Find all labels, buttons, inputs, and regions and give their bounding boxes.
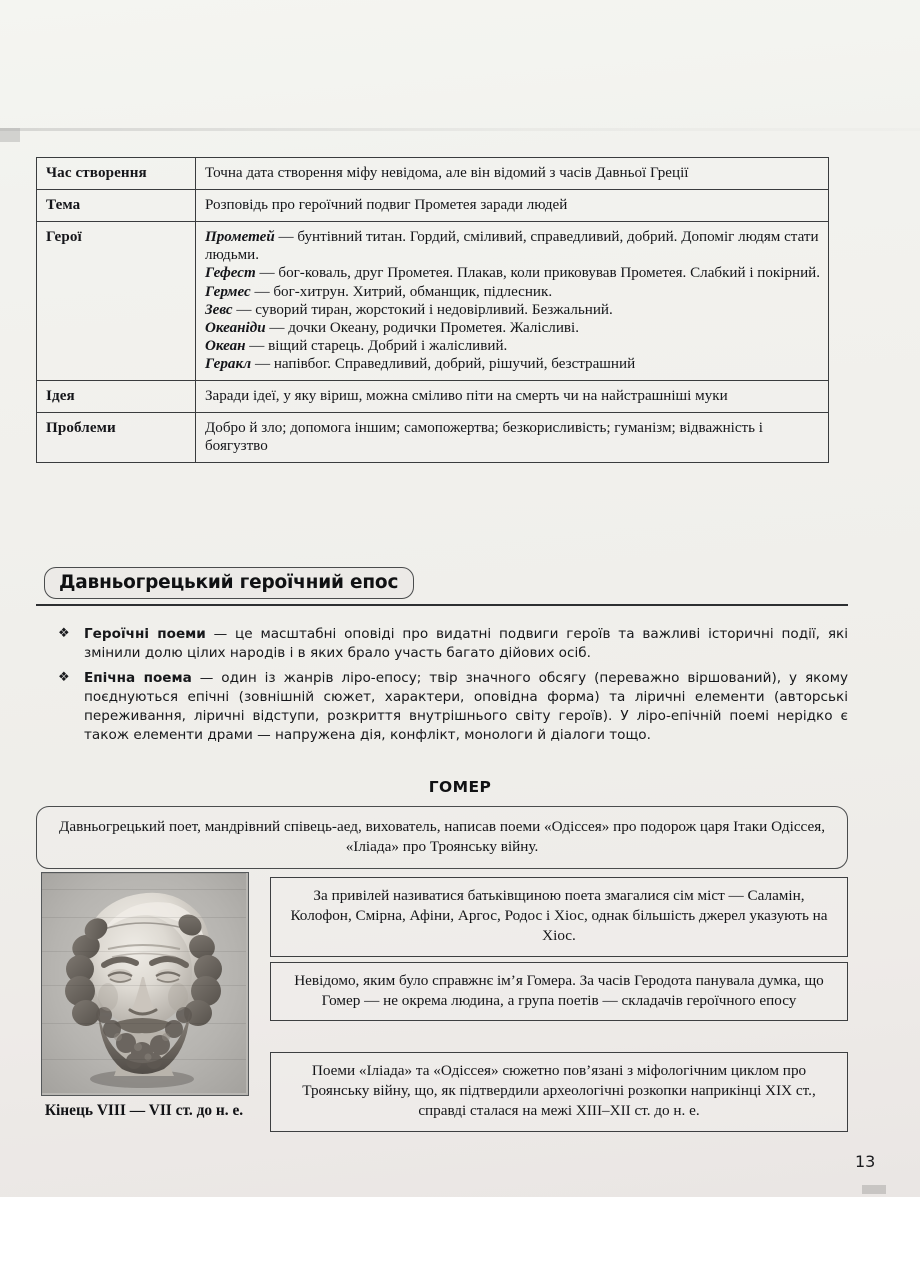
table-row <box>37 158 829 190</box>
hero-entry <box>205 319 820 337</box>
paper-smudge <box>862 1185 886 1194</box>
paper-bleed-mark <box>0 128 20 142</box>
hero-desc: — віщий старець. Добрий і жалісливий. <box>245 337 508 354</box>
section-heading-group <box>36 567 848 607</box>
term-label: Епічна поема <box>84 669 192 686</box>
hero-entry <box>205 337 820 355</box>
row-label-idea: Ідея <box>37 381 196 413</box>
row-value-heroes <box>196 222 829 381</box>
hero-name: Геракл <box>205 355 252 372</box>
term-definition: — один із жанрів ліро-епосу; твір значного обсягу (переважно віршований), у якому поєднуються епічні (зовнішній сюжет, характери, оповідна форма) та ліричні елементи (авторські переживання, ліричні відступи, розкриття внутрішнього світу героїв). У ліро-епічній поемі нерідко є також елементи драми — напружена дія, конфлікт, монологи й діалоги тощо. <box>84 669 848 744</box>
list-item <box>58 625 848 664</box>
hero-desc: — напівбог. Справедливий, добрий, рішучий, безстрашний <box>251 355 636 372</box>
hero-name: Океан <box>205 337 246 354</box>
term-definition: — це масштабні оповіді про видатні подвиги героїв та важливі історичні події, які змінили долю цілих народів і в яких брало участь багато дійових осіб. <box>84 626 848 662</box>
hero-name: Океаніди <box>205 319 266 336</box>
portrait-caption: Кінець VIII — VII ст. до н. е. <box>44 1102 244 1119</box>
definition-list <box>58 625 848 751</box>
table-row <box>37 222 829 381</box>
hero-desc: — бог-хитрун. Хитрий, обманщик, підлесник. <box>250 283 553 300</box>
hero-name: Гермес <box>205 283 251 300</box>
section-heading: Давньогрецький героїчний епос <box>44 567 414 599</box>
hero-entry <box>205 264 820 282</box>
hero-desc: — суворий тиран, жорстокий і недовірливий. Безжальний. <box>232 301 613 318</box>
row-label-problems: Проблеми <box>37 413 196 463</box>
row-value-idea: Заради ідеї, у яку віриш, можна сміливо піти на смерть чи на найстрашніші муки <box>196 381 829 413</box>
homer-bust-photo <box>41 872 249 1096</box>
hero-desc: — бог-коваль, друг Прометея. Плакав, коли приковував Прометея. Слабкий і покірний. <box>255 265 821 282</box>
homer-intro-box: Давньогрецький поет, мандрівний співець-аед, вихователь, написав поеми «Одіссея» про подорож царя Ітаки Одіссея, «Іліада» про Троянську війну. <box>36 806 848 869</box>
homer-fact-box-2: Невідомо, яким було справжнє ім’я Гомера. За часів Геродота панувала думка, що Гомер — не окрема людина, а група поетів — складачів героїчного епосу <box>270 962 848 1021</box>
paper-bleed-line <box>0 128 920 131</box>
list-item <box>58 669 848 746</box>
table-row <box>37 190 829 222</box>
row-value-problems: Добро й зло; допомога іншим; самопожертва; безкорисливість; гуманізм; відважність і боягузтво <box>196 413 829 463</box>
row-label-time: Час створення <box>37 158 196 190</box>
homer-fact-box-3: Поеми «Іліада» та «Одіссея» сюжетно пов’язані з міфологічним циклом про Троянську війну, що, як підтвердили археологічні розкопки наприкінці XIX ст., справді сталася на межі XIII–XII ст. до н. е. <box>270 1052 848 1132</box>
table-row <box>37 381 829 413</box>
diamond-bullet-icon: ❖ <box>58 626 70 641</box>
homer-title: ГОМЕР <box>428 778 492 796</box>
hero-entry <box>205 283 820 301</box>
section-divider-rule <box>36 604 848 606</box>
hero-entry <box>205 355 820 373</box>
hero-name: Гефест <box>205 265 256 282</box>
table-row <box>37 413 829 463</box>
homer-fact-box-1: За привілей називатися батьківщиною поета змагалися сім міст — Саламін, Колофон, Смірна, Афіни, Аргос, Родос і Хіос, однак більшість джерел указують на Хіос. <box>270 877 848 957</box>
bust-illustration <box>42 873 246 1093</box>
hero-entry <box>205 228 820 264</box>
row-value-theme: Розповідь про героїчний подвиг Прометея заради людей <box>196 190 829 222</box>
row-value-time: Точна дата створення міфу невідома, але він відомий з часів Давньої Греції <box>196 158 829 190</box>
hero-desc: — дочки Океану, родички Прометея. Жалісливі. <box>265 319 580 336</box>
myth-summary-table <box>36 157 829 463</box>
hero-entry <box>205 301 820 319</box>
hero-name: Зевс <box>205 301 233 318</box>
row-label-heroes: Герої <box>37 222 196 381</box>
diamond-bullet-icon: ❖ <box>58 669 70 685</box>
row-label-theme: Тема <box>37 190 196 222</box>
term-label: Героїчні поеми <box>84 626 206 642</box>
hero-desc: — бунтівний титан. Гордий, сміливий, справедливий, добрий. Допоміг людям стати людьми. <box>205 229 819 264</box>
page-number: 13 <box>855 1152 876 1171</box>
hero-name: Прометей <box>205 229 275 246</box>
